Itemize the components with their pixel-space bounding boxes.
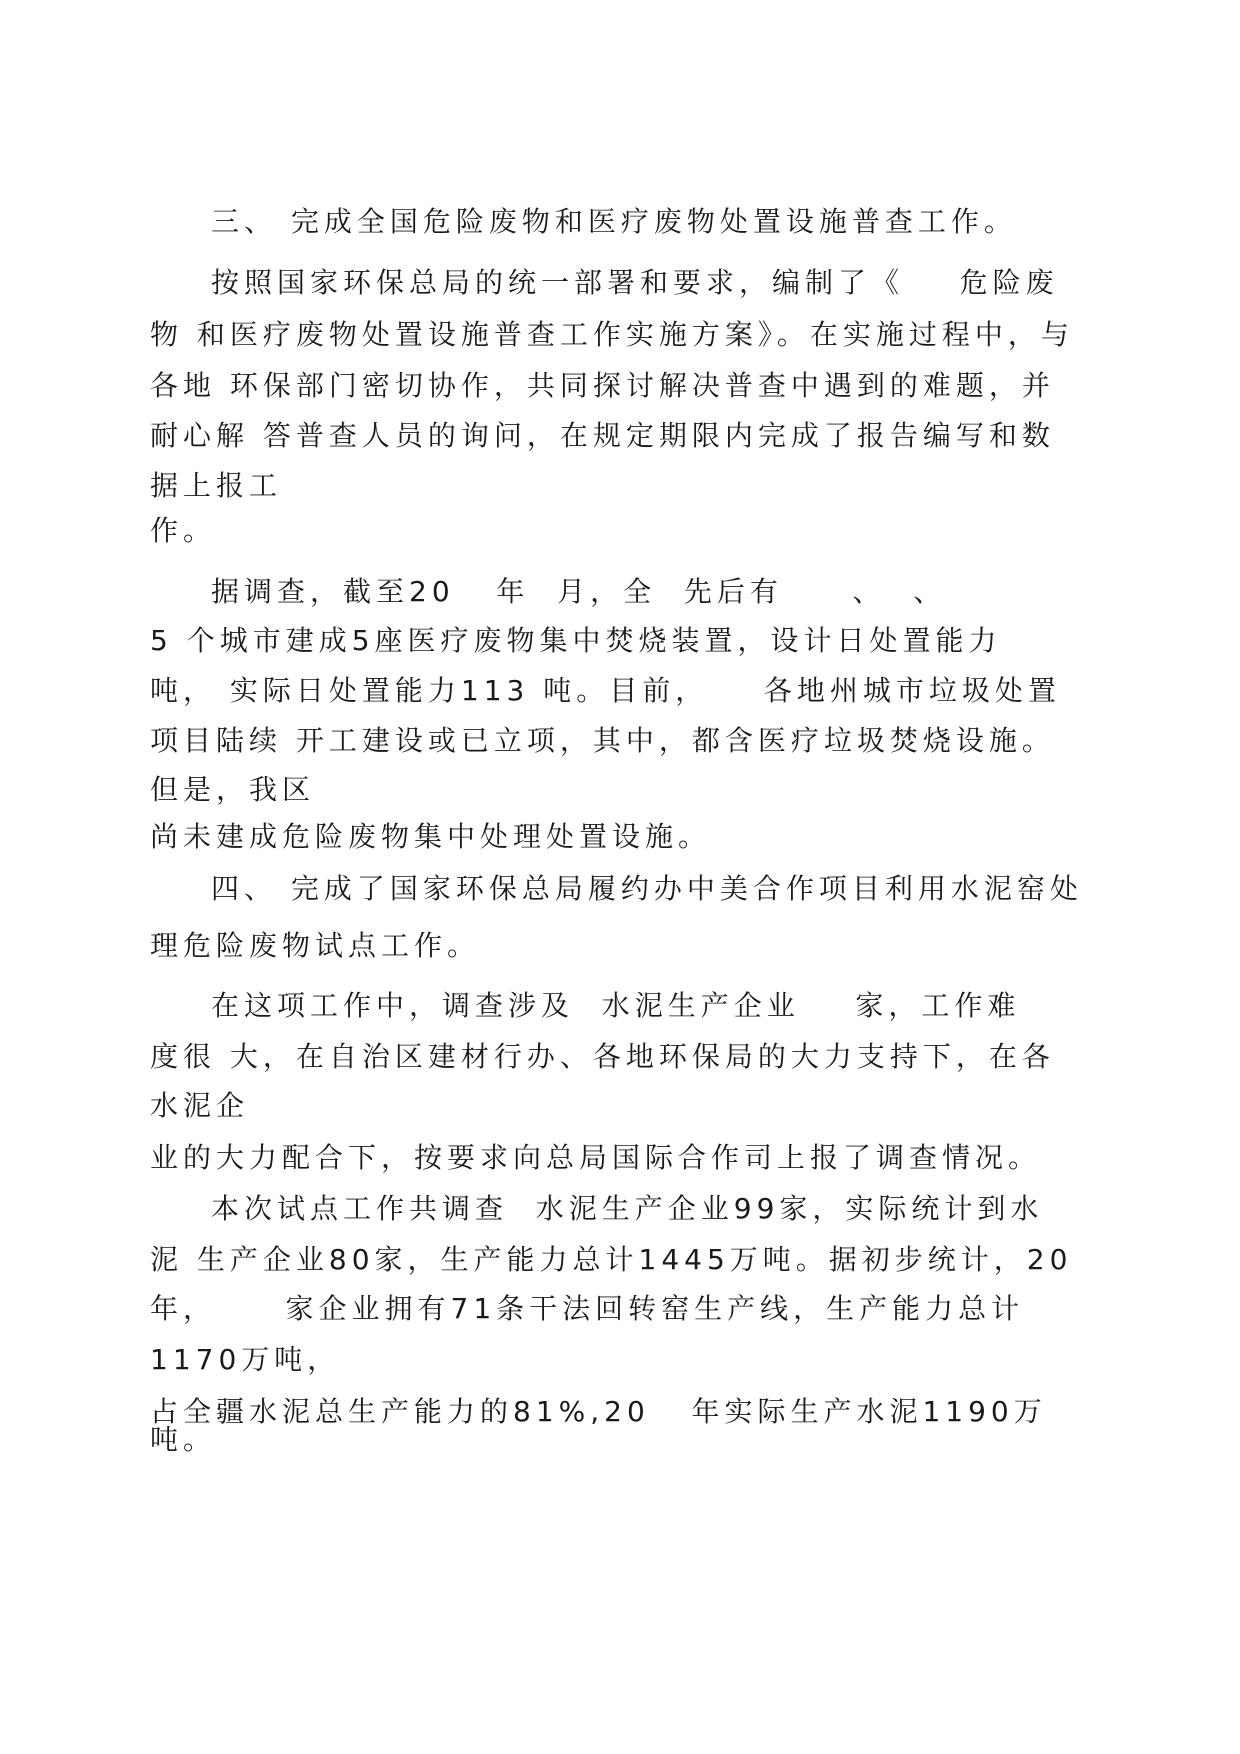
paragraph-line: 本次试点工作共调查 水泥生产企业99家，实际统计到水 <box>211 1192 1044 1225</box>
paragraph-line: 吨， 实际日处置能力113 吨。目前， 各地州城市垃圾处置 <box>150 674 1061 707</box>
paragraph-line: 物 和医疗废物处置设施普查工作实施方案》。在实施过程中，与 <box>150 318 1074 351</box>
paragraph-line: 按照国家环保总局的统一部署和要求，编制了《 危险废 <box>211 266 1059 299</box>
paragraph-line: 占全疆水泥总生产能力的81%,20 年实际生产水泥1190万 <box>150 1395 1047 1428</box>
section-heading-4: 四、 完成了国家环保总局履约办中美合作项目利用水泥窑处 <box>211 872 1083 905</box>
paragraph-line: 理危险废物试点工作。 <box>150 929 481 962</box>
paragraph-line: 耐心解 答普查人员的询问，在规定期限内完成了报告编写和数 <box>150 419 1055 452</box>
paragraph-line: 但是，我区 <box>150 773 316 806</box>
paragraph-line: 各地 环保部门密切协作，共同探讨解决普查中遇到的难题，并 <box>150 369 1055 402</box>
paragraph-line: 吨。 <box>150 1423 217 1456</box>
paragraph-line: 业的大力配合下，按要求向总局国际合作司上报了调查情况。 <box>150 1141 1042 1174</box>
paragraph-line: 1170万吨， <box>150 1343 341 1376</box>
paragraph-line: 据上报工 <box>150 469 283 502</box>
paragraph-line: 水泥企 <box>150 1089 250 1122</box>
paragraph-line: 在这项工作中，调查涉及 水泥生产企业 家，工作难 <box>211 989 1021 1022</box>
section-heading-3: 三、 完成全国危险废物和医疗废物处置设施普查工作。 <box>211 205 1017 238</box>
paragraph-line: 度很 大，在自治区建材行办、各地环保局的大力支持下，在各 <box>150 1040 1055 1073</box>
paragraph-line: 项目陆续 开工建设或已立项，其中，都含医疗垃圾焚烧设施。 <box>150 724 1055 757</box>
paragraph-line: 据调查，截至20 年 月，全 先后有 、 、 <box>211 575 947 608</box>
paragraph-line: 作。 <box>150 514 217 547</box>
paragraph-line: 5 个城市建成5座医疗废物集中焚烧装置，设计日处置能力 <box>150 624 1002 657</box>
paragraph-line: 尚未建成危险废物集中处理处置设施。 <box>150 820 712 853</box>
paragraph-line: 泥 生产企业80家，生产能力总计1445万吨。据初步统计，20 <box>150 1243 1073 1276</box>
paragraph-line: 年， 家企业拥有71条干法回转窑生产线，生产能力总计 <box>150 1292 1025 1325</box>
